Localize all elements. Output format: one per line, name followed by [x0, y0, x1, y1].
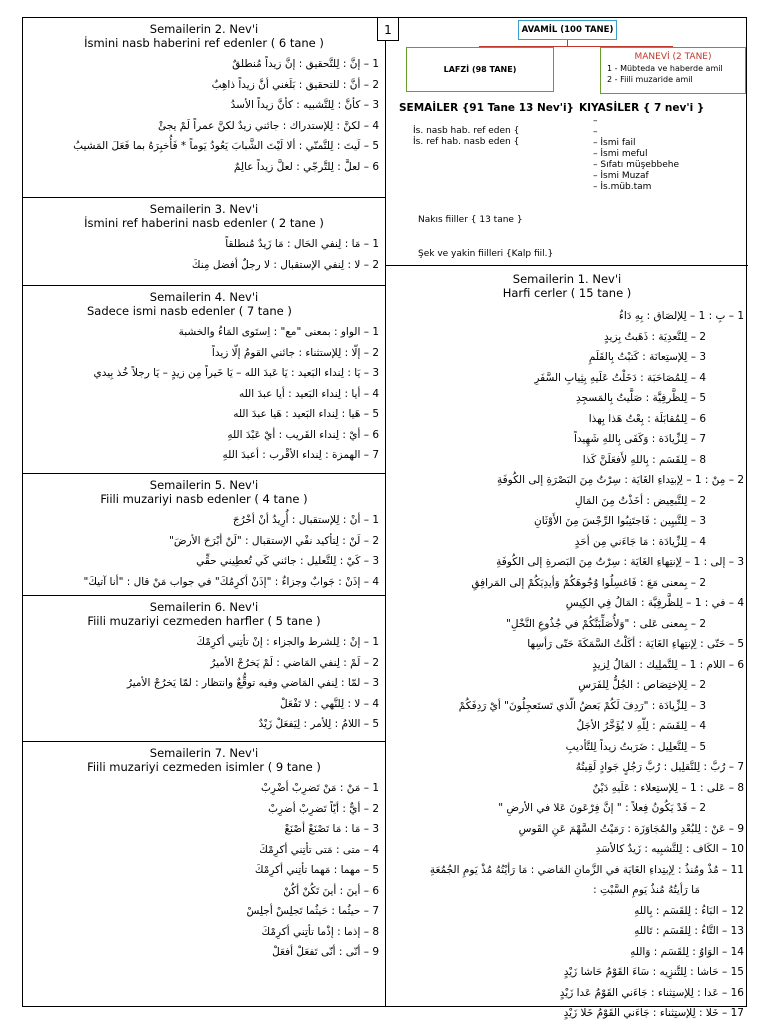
- rule-row: 6 – أيْ : لِنداء القَريب : أيْ عَبْدَ اللهِ: [227, 428, 379, 441]
- right-section-divider: [386, 265, 748, 266]
- rule-row: 2 – لَنْ : لِتأكيد نفْي الإستقبال : "لَنْ أبْرَحَ الأرضَ": [169, 534, 379, 547]
- page-number: 1: [377, 17, 399, 41]
- semailer-item: İs. nasb hab. ref eden {: [413, 126, 520, 136]
- rule-row: 4 – لا : لِلنَّهي : لا تَفْعَلْ: [279, 697, 379, 710]
- rule-row: 7 – الهمزة : لِنداء الأقْرب : أعبدَ اللهِ: [222, 449, 379, 461]
- kiyasiler-item: – İsmi meful: [593, 149, 648, 159]
- section-subtitle: Fiili muzariyi cezmeden harfler ( 5 tane ): [87, 614, 321, 628]
- section-subtitle: Sadece ismi nasb edenler ( 7 tane ): [87, 304, 292, 318]
- manevi-box: [600, 47, 746, 94]
- kiyasiler-item: – İsmi fail: [593, 138, 636, 148]
- harfi-cer-row: 6 – اللام : 1 – لِلتَّملِيك : المَالُ لِزيدٍ: [592, 658, 744, 671]
- harfi-cer-row: 16 – عَدا : لِلإستِثناء : جَاءَني القَوْمُ عَدا زَيْدٍ: [559, 986, 744, 999]
- avamil-box: AVAMİL (100 TANE): [518, 20, 617, 40]
- harfi-cer-row: 2 – قَدْ يَكُونُ فِعلاً : " إنَّ فِرْعَونَ عَلا في الأرضِ ": [498, 802, 706, 814]
- harfi-cer-row: 2 – مِنْ : 1 – لِإبتِداءِ الغَايَة : سِرْتُ مِنَ البَصْرَةِ إلى الكُوفَةِ: [497, 474, 744, 486]
- rule-row: 3 – لمّا : لِنفي المَاضي وفيه توقُّعٌ وانتظار : لمّا يَخرُجْ الأميرُ: [126, 677, 379, 689]
- rule-row: 9 – أنّى : أنّى تَفعَلْ أفعَلْ: [272, 946, 379, 958]
- rule-row: 2 – أيٌّ : أيّاً تَضرِبْ أضرِبْ: [268, 802, 379, 815]
- harfi-cer-row: 2 – لِلإختِصَاص : الجُلُّ لِلفَرَسِ: [578, 679, 706, 691]
- harfi-cer-row: 3 – لِلزِّيادَة : "رَدِفَ لَكُمْ بَعضُ الّذي تَستَعجِلُونَ" أيْ رَدِفَكُمْ: [458, 699, 706, 712]
- rule-row: 1 – مَنْ : مَنْ تَضرِبْ أضْرِبْ: [261, 782, 379, 794]
- harfi-cer-row: 12 – البَاءُ : لِلقَسَم : بِاللهِ: [634, 904, 744, 917]
- semailer-item: İs. ref hab. nasb eden {: [413, 137, 520, 147]
- kiyasiler-item: –: [593, 127, 598, 137]
- rule-row: 4 – لكنَّ : لِلإستدراك : جائني زيدٌ لكنَّ عمراً لَمْ يجئْ: [157, 119, 379, 132]
- kiyasiler-item: – İs.müb.tam: [593, 182, 652, 192]
- rule-row: 8 – إذما : إذْما تأتِني أكرِمْكَ: [261, 925, 379, 938]
- harfi-cer-row: 3 – إلى : 1 – لِإنتِهاءِ الغَايَة : سِرْتُ مِنَ البَصرةِ إلى الكُوفَةِ: [496, 556, 744, 568]
- harfi-cer-row: 9 – عَنْ : لِلبُعْدِ والمُجَاوَزَة : رَمَيْتُ السَّهْمَ عَنِ القَوسِ: [518, 822, 744, 835]
- rule-row: 5 – مهما : مَهما تأتِني أكرِمْكَ: [254, 864, 379, 876]
- section-semailer-6: [23, 596, 385, 742]
- rule-list: [23, 632, 385, 735]
- harfi-cer-row: 3 – لِلتَّبيِين : فَاجتَنِبُوا الرِّجْسَ مِنَ الأَوْثَانِ: [534, 515, 706, 527]
- section-title: Semailerin 4. Nev'i: [149, 290, 259, 304]
- section-subtitle: İsmini nasb haberini ref edenler ( 6 tane ): [84, 36, 324, 50]
- rule-list: [23, 778, 385, 963]
- harfi-cer-row: 4 – لِلزِّيادَة : مَا جَاءَني مِن أحَدٍ: [574, 535, 706, 548]
- harfi-cer-row: 2 – بِمعنى مَعَ : فَاغسِلُوا وُجُوهَكُمْ وَأيدِيَكُمْ إلى المَرافِقِ: [471, 576, 706, 589]
- section-title: Semailerin 5. Nev'i: [149, 478, 259, 492]
- rule-row: 4 – متى : مَتى تأتِني أكرِمْكَ: [259, 843, 379, 856]
- section-subtitle: Fiili muzariyi nasb edenler ( 4 tane ): [100, 492, 308, 506]
- rule-row: 5 – اللامُ : لِلأمر : لِيَفعَلْ زَيْدٌ: [258, 718, 379, 730]
- rule-list: [23, 234, 385, 276]
- kiyasiler-item: – Sıfatı müşebbehe: [593, 160, 680, 170]
- rule-row: 3 – كأنَّ : لِلتَّشبيه : كأنَّ زيداً الأسدُ: [230, 99, 379, 111]
- rule-row: 1 – إنْ : لِلشرط والجزاء : إنْ تأتِني أكرِمْكَ: [196, 636, 379, 648]
- section-semailer-3: [23, 198, 385, 286]
- harfi-cer-list: [386, 306, 748, 1024]
- harfi-cer-row: 2 – لِلتَّبعِيض : أخَذْتُ مِنَ المَالِ: [574, 494, 706, 507]
- manevi-item: 1 - Mübteda ve haberde amil: [607, 64, 723, 73]
- rule-row: 3 – مَا : مَا تَصْنَعْ أصْنَعْ: [284, 823, 379, 835]
- rule-row: 4 – إذَنْ : جَوابٌ وجزاءٌ : "إذَنْ أكرِمُكَ" في جواب مَنْ قال : "أنا آتيكَ": [83, 575, 379, 588]
- semailer-list: [413, 126, 519, 148]
- harfi-cer-row: 7 – رُبَّ : لِلتَّقلِيل : رُبَّ رَجُلٍ جَوادٍ لَقِيتُهُ: [575, 761, 744, 773]
- harfi-cer-row: 5 – حَتّى : لِإنتِهاءِ الغَايَة : أكَلْتُ السَّمَكَةَ حَتّى رَأسِها: [527, 638, 744, 650]
- harfi-cer-row: 1 – بِ : 1 – لِلإلصَاق : بِهِ دَاءٌ: [618, 310, 744, 322]
- document-page: [22, 17, 747, 1019]
- section-title: Semailerin 1. Nev'i: [512, 272, 622, 286]
- rule-row: 4 – أيا : لِنداء البَعيد : أيا عبدَ الله: [238, 387, 379, 400]
- rule-row: 2 – أنَّ : للتحقيق : بَلَغني أنَّ زيداً ذاهِبٌ: [211, 78, 379, 91]
- semailer-heading: SEMAİLER {91 Tane 13 Nev'i}: [399, 102, 575, 114]
- harfi-cer-row: 17 – خَلا : لِلإستِثناء : جَاءَني القَوْمُ خَلا زَيْدٍ: [563, 1007, 744, 1019]
- rule-list: [23, 322, 385, 466]
- harfi-cer-row: 2 – بِمعنى عَلى : "وَلأُصَلِّبَنَّكُمْ في جُذُوعِ النَّخْلِ": [505, 617, 706, 630]
- harfi-cer-row: 2 – لِلتَّعدِيَة : ذَهَبتُ بِزيدٍ: [604, 330, 706, 343]
- harfi-cer-row: 4 – لِلقَسَم : لِلّهِ لا يُؤَخَّرُ الأجَلُ: [576, 720, 706, 732]
- rule-row: 7 – حيثُما : حَيثُما تَجلِسْ أجلِسْ: [246, 905, 379, 917]
- harfi-cer-row: 3 – لِلإستِعانَة : كَتبْتُ بِالقَلَمِ: [588, 351, 706, 363]
- rule-row: 3 – يَا : لِنداء البَعيد : يَا عَبدَ الله – يَا خَيراً مِن زيدٍ – يَا رجلاً خُذ بِيدي: [93, 367, 379, 379]
- harfi-cer-row: 13 – التَّاءُ : لِلقَسَم : تَاللهِ: [634, 925, 744, 937]
- manevi-item: 2 - Fiili muzaride amil: [607, 75, 693, 84]
- harfi-cer-row: 5 – لِلظَّرفِيَّة : صَلَّيتُ بِالمَسجِدِ: [576, 392, 706, 404]
- rule-row: 6 – أينَ : أينَ تَكُنْ أكُنْ: [283, 884, 379, 897]
- section-harfi-cerler: [386, 268, 748, 1024]
- rule-row: 1 – إنَّ : لِلتَّحقيق : إنَّ زيداً مُنطلقٌ: [232, 58, 379, 70]
- rule-row: 2 – لا : لِنفي الإستقبال : لا رجلٌ أفضل مِنكَ: [191, 259, 379, 271]
- section-title: Semailerin 2. Nev'i: [149, 22, 259, 36]
- nakis-fiiller: Nakıs fiiller { 13 tane }: [418, 215, 523, 225]
- rule-list: [23, 54, 385, 177]
- harfi-cer-row: 6 – لِلمُقابَلَة : بِعْتُ هَذا بِهذا: [588, 412, 706, 425]
- rule-row: 5 – هَيا : لِنداء البَعيد : هَيا عبدَ الله: [233, 408, 379, 420]
- section-title: Semailerin 3. Nev'i: [149, 202, 259, 216]
- section-title: Semailerin 7. Nev'i: [149, 746, 259, 760]
- harfi-cer-row: 7 – لِلزِّيادَة : وَكَفَى بِاللهِ شَهِيداً: [573, 433, 706, 445]
- harfi-cer-row: 4 – في : 1 – لِلظَّرفِيَّة : المَالُ فِي الكِيسِ: [565, 597, 744, 609]
- harfi-cer-row: 4 – لِلمُصَاحَبَة : دَخَلْتُ عَلَيهِ بِثِيابِ السَّفَرِ: [534, 371, 706, 384]
- rule-row: 1 – أنْ : لِلإستقبال : أُرِيدُ أنْ أخْرُجَ: [232, 514, 379, 526]
- section-semailer-7: [23, 742, 385, 1008]
- rule-row: 1 – الواو : بمعنى "مع" : اِستَوى المَاءُ والخشبة: [178, 326, 379, 338]
- section-subtitle: Fiili muzariyi cezmeden isimler ( 9 tane ): [87, 760, 321, 774]
- harfi-cer-row: 8 – لِلقَسَم : بِاللهِ لأَفعَلَنَّ كَذا: [582, 453, 706, 466]
- harfi-cer-row: 8 – عَلى : 1 – لِلإستِعلاء : عَلَيهِ دَيْنٌ: [592, 781, 744, 794]
- harfi-cer-row: مَا رَأيتُهُ مُنذُ يَومِ السَّبْتِ :: [593, 884, 700, 896]
- rule-list: [23, 510, 385, 592]
- rule-row: 3 – كَيْ : لِلتَّعليل : جائني كَي تُعطِيني حقِّي: [196, 555, 379, 567]
- rule-row: 2 – إلّا : لِلإستثناء : جائني القومُ إلّا زيداً: [211, 346, 379, 359]
- section-subtitle: Harfi cerler ( 15 tane ): [502, 286, 632, 300]
- harfi-cer-row: 15 – حَاشا : لِلتَّنزِيه : سَاءَ القَوْمُ حَاشا زَيْدٍ: [563, 966, 744, 978]
- kiyasiler-item: – İsmi Muzaf: [593, 171, 649, 181]
- kiyasiler-item: –: [593, 116, 598, 126]
- rule-row: 6 – لعلَّ : لِلتَّرجّي : لعلَّ زيداً عالِمٌ: [233, 160, 379, 173]
- harfi-cer-row: 14 – الوَاوُ : لِلقَسَم : وَاللهِ: [630, 945, 744, 958]
- harfi-cer-row: 5 – لِلتَّعلِيل : ضَرَبتُ زيداً لِلتَّأديبِ: [565, 740, 706, 753]
- rule-row: 1 – مَا : لِنفي الحَال : مَا زَيدٌ مُنطلقاً: [225, 238, 379, 250]
- section-subtitle: İsmini ref haberini nasb edenler ( 2 tane ): [84, 216, 324, 230]
- section-semailer-4: [23, 286, 385, 474]
- kiyasiler-heading: KIYASİLER { 7 nev'i }: [579, 102, 705, 114]
- lafzi-box: LAFZİ (98 TANE): [406, 47, 554, 92]
- kiyasiler-list: [593, 116, 679, 193]
- harfi-cer-row: 11 – مُذْ ومُنذُ : لِإبتِداءِ الغَايَة في الزَّمانِ المَاضي : مَا رَأيْتُهُ مُذْ يَومِ الجُمُعَةِ: [429, 863, 744, 876]
- section-title: Semailerin 6. Nev'i: [149, 600, 259, 614]
- rule-row: 5 – لَيتَ : لِلتَّمنّي : ألا لَيْتَ الشَّبابَ يَعُودُ يَوماً * فَأُخبِرَهُ بما فَعَلَ المَشيبُ: [73, 140, 379, 152]
- manevi-title: MANEVİ (2 TANE): [634, 52, 712, 62]
- sek-yakin-fiilleri: Şek ve yakin fiilleri {Kalp fiil.}: [418, 249, 554, 259]
- harfi-cer-row: 10 – الكَاف : لِلتَّشبِيه : زَيدٌ كالأسَدِ: [595, 843, 744, 855]
- section-semailer-2: [23, 18, 385, 198]
- section-semailer-5: [23, 474, 385, 596]
- rule-row: 2 – لَمْ : لِنفي المَاضي : لَمْ يَخرُجْ الأميرُ: [210, 656, 379, 669]
